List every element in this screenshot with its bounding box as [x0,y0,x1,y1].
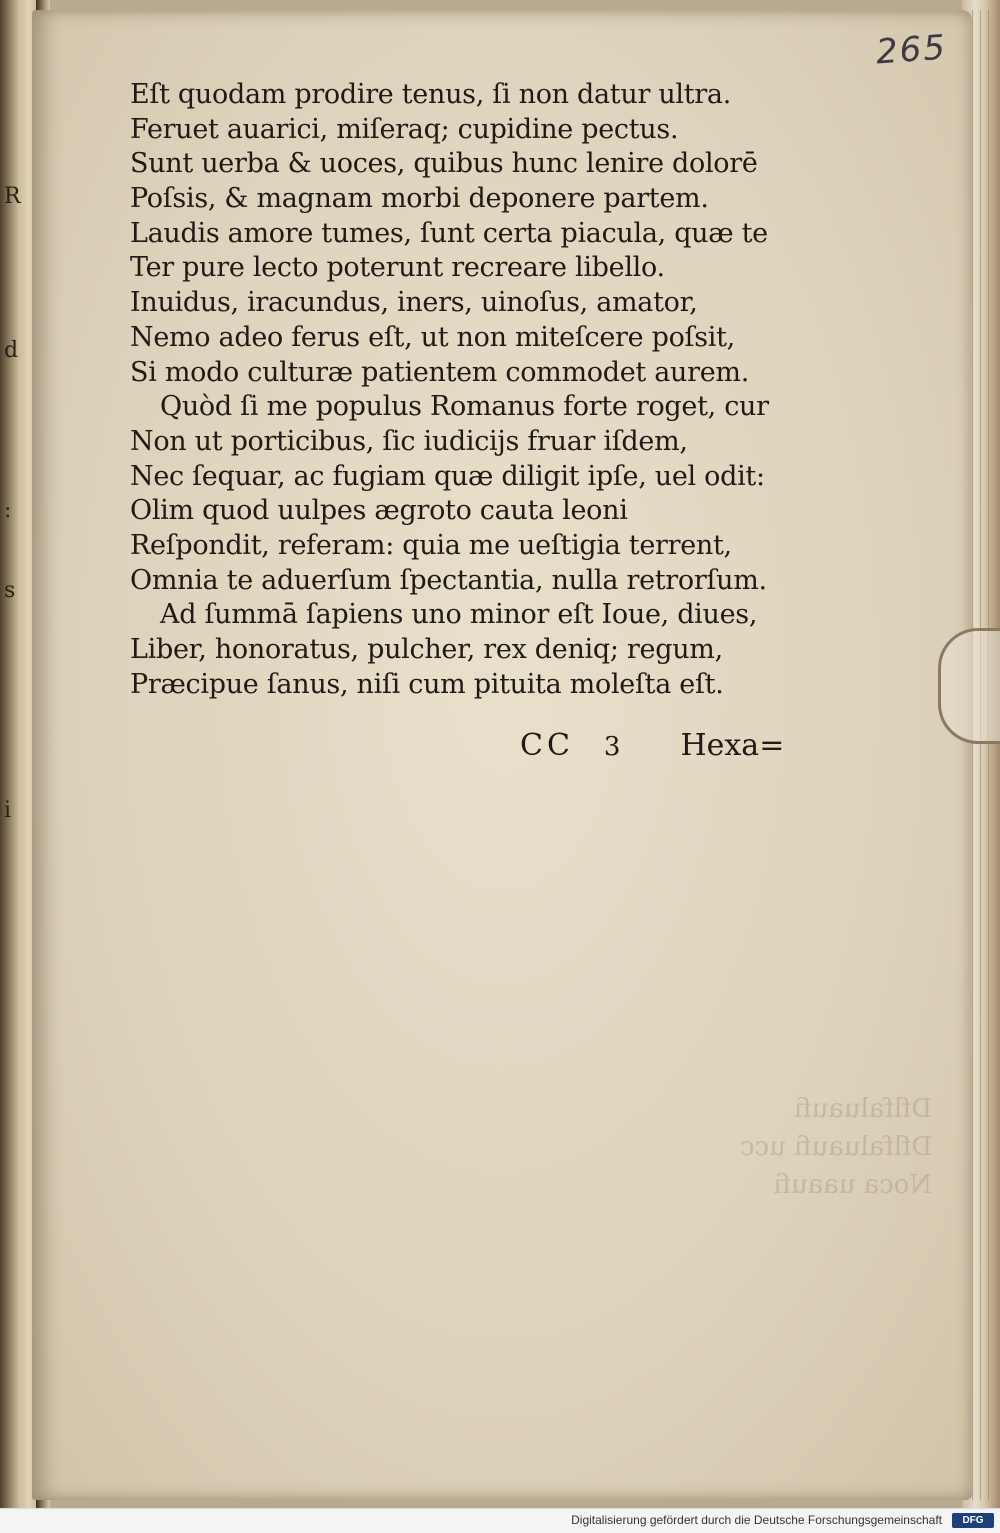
verse-line: Liber, honoratus, pulcher, rex deniq; regum, [130,634,723,665]
verse-line: Olim quod uulpes ægroto cauta leoni [130,495,628,527]
dfg-logo-icon: DFG [952,1513,994,1528]
verse-line: Sunt uerba & uoces, quibus hunc lenire dolorē [130,148,758,180]
verse-line: Ad ſummā ſapiens uno minor eſt Ioue, diues, [160,599,758,631]
verse-line: Non ut porticibus, ſic iudicijs fruar iſdem, [130,425,688,457]
catchword: Hexa= [680,728,785,763]
digitization-footer [0,1508,1000,1533]
binding-strap [938,628,1000,744]
verse-line: Poſsis, & magnam morbi deponere partem. [130,183,709,215]
signature-line [520,728,784,763]
verse-line: Ter pure lecto poterunt recreare libello. [130,252,665,284]
signature-mark: CC [520,728,574,763]
folio-number: 265 [874,27,949,73]
verse-line: Reſpondit, referam: quia me ueſtigia terrent, [130,529,732,561]
verse-line: Laudis amore tumes, ſunt certa piacula, quæ te [130,217,768,249]
verse-line: Quòd ſi me populus Romanus forte roget, cur [160,391,769,423]
verse-line: Nemo adeo ferus eſt, ut non miteſcere poſsit, [130,321,735,353]
verse-text [130,78,810,702]
verse-line: Feruet auarici, miſeraq; cupidine pectus. [130,113,679,145]
verse-line: Nec ſequar, ac fugiam quæ diligit ipſe, uel odit: [130,460,765,492]
funding-credit: Digitalisierung gefördert durch die Deutsche Forschungsgemeinschaft [571,1513,942,1527]
gathering-number: 3 [603,732,621,762]
verse-line: Omnia te aduerſum ſpectantia, nulla retrorſum. [130,564,767,596]
verse-line: Si modo culturæ patientem commodet aurem. [130,356,749,388]
show-through-text: Dflfaluaufi Dflfaluaufi ucc Noca uaaufi [740,1094,933,1200]
verse-line: Inuidus, iracundus, iners, uinoſus, amator, [130,287,698,319]
verse-line: Eſt quodam prodire tenus, ſi non datur ultra. [130,79,731,110]
adjacent-page-fragments: R d : s i [4,184,21,823]
verse-line: Præcipue ſanus, niſi cum pituita moleſta eſt. [130,668,724,700]
